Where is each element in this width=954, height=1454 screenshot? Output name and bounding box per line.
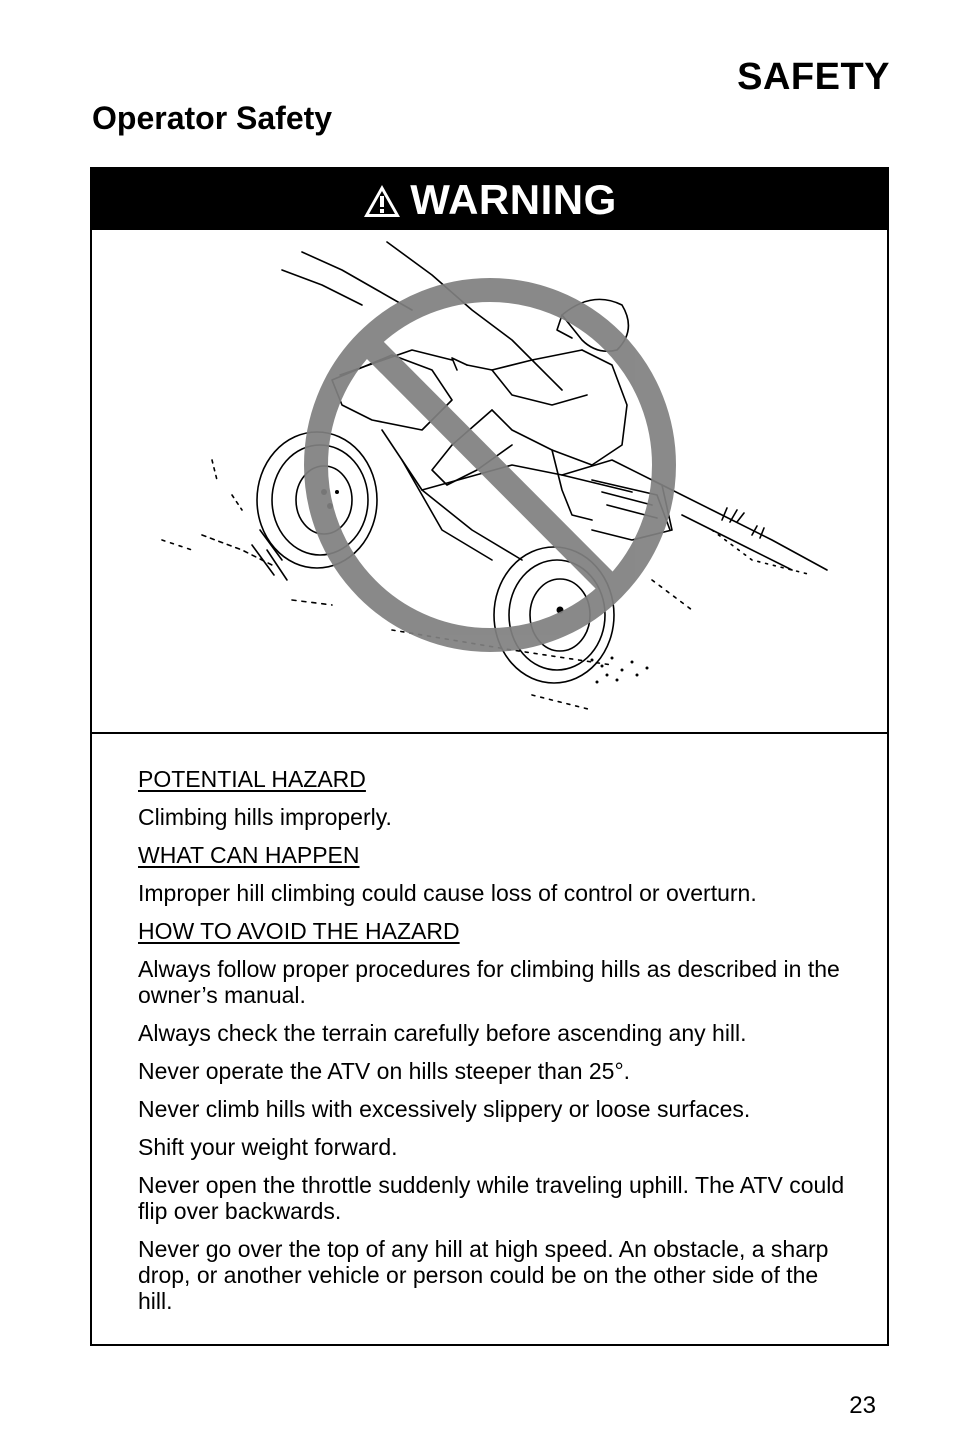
avoidance-item: Never operate the ATV on hills steeper than 25°. (138, 1058, 631, 1084)
section-title: SAFETY (737, 56, 890, 98)
illustration-panel (92, 230, 887, 734)
page-title: Operator Safety (92, 100, 333, 136)
avoidance-item: Never climb hills with excessively slippery or loose surfaces. (138, 1096, 751, 1122)
warning-header (92, 169, 887, 230)
warning-box (90, 167, 889, 1346)
warning-label: WARNING (410, 175, 617, 223)
consequence-heading: WHAT CAN HAPPEN (138, 842, 360, 868)
hazard-heading: POTENTIAL HAZARD (138, 766, 366, 792)
warning-triangle-icon (362, 183, 402, 219)
avoidance-item: Shift your weight forward. (138, 1134, 398, 1160)
avoidance-item: Always follow proper procedures for climbing hills as described in the owner’s manual. (138, 956, 840, 1008)
hazard-text: Climbing hills improperly. (138, 804, 392, 830)
avoidance-item: Never open the throttle suddenly while traveling uphill. The ATV could flip over backwards. (138, 1172, 845, 1224)
avoidance-item: Never go over the top of any hill at high speed. An obstacle, a sharp drop, or another vehicle or person could be on the other side of the hill. (138, 1236, 829, 1314)
avoidance-item: Always check the terrain carefully before ascending any hill. (138, 1020, 747, 1046)
warning-text (92, 734, 887, 1314)
page-number: 23 (849, 1392, 876, 1419)
avoidance-heading: HOW TO AVOID THE HAZARD (138, 918, 460, 944)
consequence-text: Improper hill climbing could cause loss of control or overturn. (138, 880, 757, 906)
prohibited-hill-climbing-atv-illustration (92, 230, 887, 732)
